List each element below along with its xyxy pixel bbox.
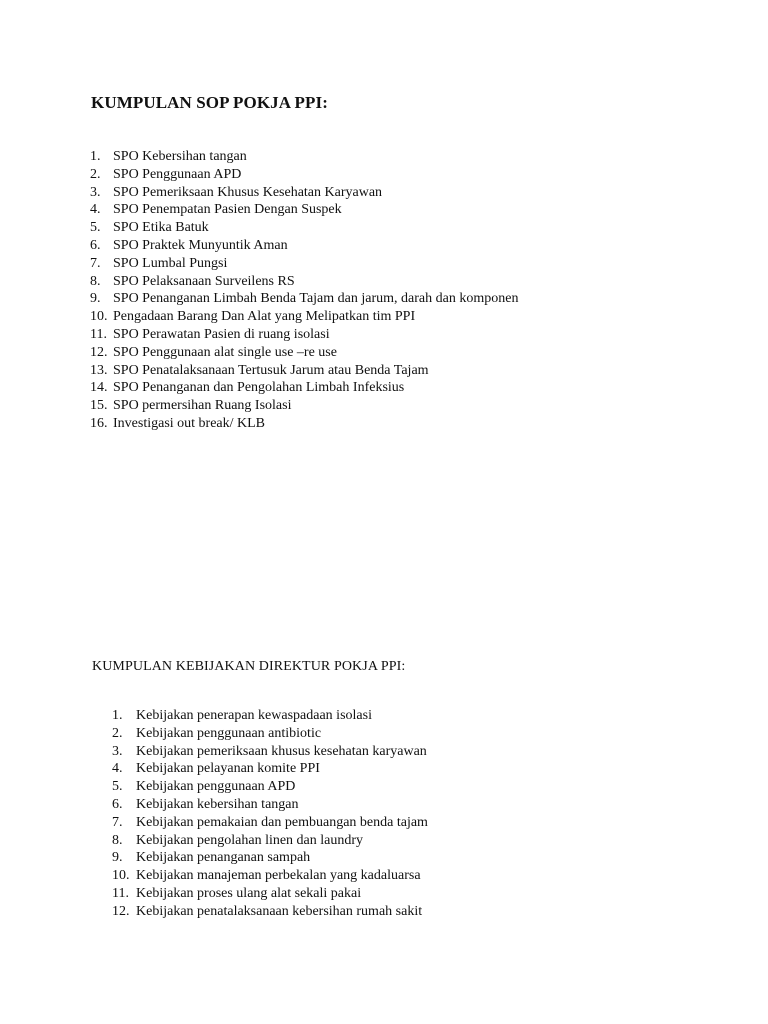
list-item — [90, 166, 242, 184]
item-text: SPO Lumbal Pungsi — [113, 255, 228, 271]
item-text: SPO Praktek Munyuntik Aman — [113, 237, 288, 253]
item-number: 3. — [112, 743, 123, 759]
item-text: Kebijakan pemeriksaan khusus kesehatan karyawan — [136, 743, 427, 759]
item-number: 5. — [90, 220, 101, 236]
list-item — [90, 273, 295, 291]
item-number: 5. — [112, 779, 123, 795]
list-item — [90, 255, 228, 273]
item-number: 2. — [112, 725, 123, 741]
item-text: SPO Penempatan Pasien Dengan Suspek — [113, 202, 342, 218]
item-text: SPO Pemeriksaan Khusus Kesehatan Karyawan — [113, 184, 383, 200]
list-item — [112, 760, 320, 778]
item-number: 6. — [112, 796, 123, 812]
list-item — [90, 219, 209, 237]
item-text: SPO Penggunaan APD — [113, 166, 242, 182]
item-text: Kebijakan penatalaksanaan kebersihan rumah sakit — [136, 903, 423, 919]
item-number: 3. — [90, 184, 101, 200]
item-number: 6. — [90, 237, 101, 253]
item-number: 10. — [112, 868, 130, 884]
list-item — [112, 832, 364, 850]
item-number: 12. — [112, 903, 130, 919]
item-text: Kebijakan manajeman perbekalan yang kadaluarsa — [136, 868, 421, 884]
item-number: 7. — [90, 255, 101, 271]
sop-section-title: KUMPULAN SOP POKJA PPI: — [91, 93, 328, 112]
list-item — [90, 308, 416, 326]
list-item — [112, 885, 362, 903]
item-text: Kebijakan pelayanan komite PPI — [136, 761, 320, 777]
kebijakan-list — [112, 707, 428, 921]
list-item — [112, 743, 427, 761]
item-number: 12. — [90, 344, 108, 360]
list-item — [90, 379, 405, 397]
item-number: 16. — [90, 415, 108, 431]
item-number: 9. — [112, 850, 123, 866]
item-number: 4. — [90, 202, 101, 218]
list-item — [112, 849, 311, 867]
item-number: 11. — [90, 326, 107, 342]
item-number: 11. — [112, 885, 129, 901]
list-item — [90, 344, 337, 362]
item-text: SPO Etika Batuk — [113, 220, 209, 236]
item-number: 8. — [112, 832, 123, 848]
list-item — [90, 415, 266, 433]
item-text: SPO Pelaksanaan Surveilens RS — [113, 273, 295, 289]
item-text: Kebijakan kebersihan tangan — [136, 796, 299, 812]
item-number: 1. — [112, 708, 123, 723]
list-item — [90, 148, 247, 166]
item-text: Kebijakan penggunaan antibiotic — [136, 725, 322, 741]
list-item — [90, 326, 330, 344]
list-item — [112, 903, 423, 921]
item-number: 4. — [112, 761, 123, 777]
item-text: Pengadaan Barang Dan Alat yang Melipatkan tim PPI — [113, 309, 416, 325]
list-item — [112, 867, 421, 885]
item-text: Kebijakan penerapan kewaspadaan isolasi — [136, 708, 372, 723]
item-text: Kebijakan pengolahan linen dan laundry — [136, 832, 364, 848]
item-text: Kebijakan penggunaan APD — [136, 779, 296, 795]
list-item — [90, 397, 292, 415]
item-text: SPO Penggunaan alat single use –re use — [113, 344, 337, 360]
list-item — [90, 237, 288, 255]
item-number: 14. — [90, 380, 108, 396]
list-item — [112, 725, 322, 743]
list-item — [112, 814, 428, 832]
item-number: 7. — [112, 814, 123, 830]
item-number: 2. — [90, 166, 101, 182]
item-text: SPO Penanganan Limbah Benda Tajam dan jarum, darah dan komponen — [113, 291, 519, 307]
kebijakan-section-title: KUMPULAN KEBIJAKAN DIREKTUR POKJA PPI: — [92, 659, 406, 674]
item-text: SPO permersihan Ruang Isolasi — [113, 398, 292, 414]
item-text: Kebijakan penanganan sampah — [136, 850, 311, 866]
list-item — [90, 362, 429, 380]
item-text: SPO Kebersihan tangan — [113, 149, 247, 164]
item-number: 1. — [90, 149, 101, 164]
list-item — [112, 796, 299, 814]
item-number: 9. — [90, 291, 101, 307]
list-item — [112, 707, 372, 725]
list-item — [90, 290, 519, 308]
item-number: 15. — [90, 398, 108, 414]
item-text: Investigasi out break/ KLB — [113, 415, 266, 431]
item-number: 10. — [90, 309, 108, 325]
list-item — [112, 778, 296, 796]
item-number: 13. — [90, 362, 108, 378]
list-item — [90, 201, 342, 219]
sop-list — [90, 148, 519, 433]
item-text: Kebijakan pemakaian dan pembuangan benda tajam — [136, 814, 428, 830]
item-number: 8. — [90, 273, 101, 289]
item-text: SPO Penanganan dan Pengolahan Limbah Infeksius — [113, 380, 405, 396]
item-text: SPO Perawatan Pasien di ruang isolasi — [113, 326, 330, 342]
item-text: SPO Penatalaksanaan Tertusuk Jarum atau Benda Tajam — [113, 362, 429, 378]
list-item — [90, 184, 383, 202]
item-text: Kebijakan proses ulang alat sekali pakai — [136, 885, 362, 901]
